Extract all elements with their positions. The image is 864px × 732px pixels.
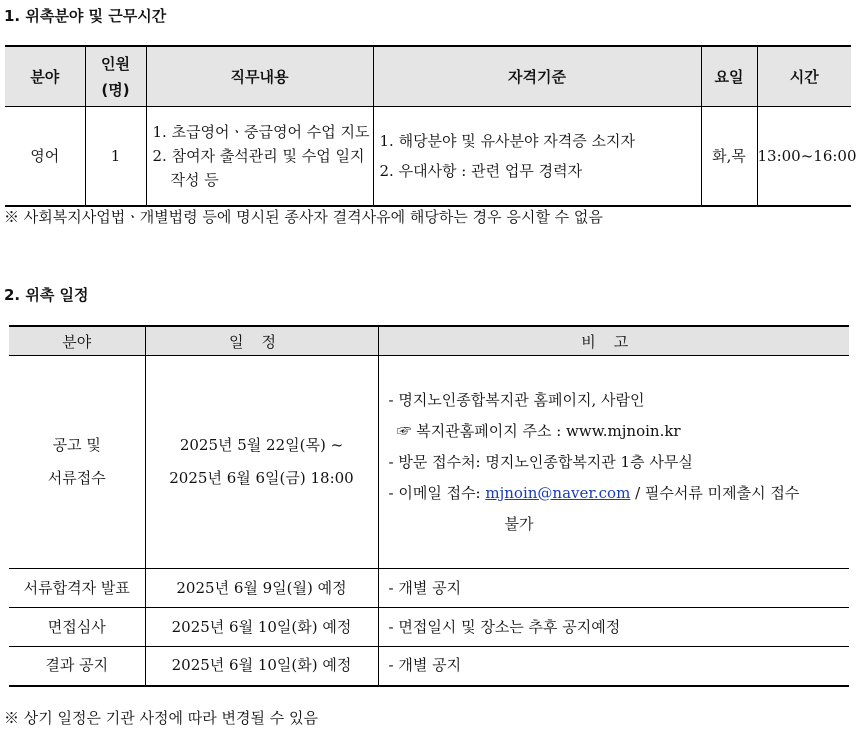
- cell-schedule: [145, 356, 378, 569]
- remark-email-suffix: / 필수서류 미제출시 접수: [630, 483, 800, 502]
- cell-field: [9, 356, 145, 569]
- remark-email-cont: 불가: [504, 514, 534, 533]
- table-row: [9, 356, 849, 569]
- section2-note: ※ 상기 일정은 기관 사정에 따라 변경될 수 있음: [4, 709, 318, 727]
- remark-homepage-url: ☞ 복지관홈페이지 주소 : www.mjnoin.kr: [396, 421, 681, 440]
- cell-field: 서류합격자 발표: [9, 569, 145, 608]
- header-count-line2: (명): [101, 80, 130, 99]
- cell-remarks: - 면접일시 및 장소는 추후 공지예정: [378, 608, 849, 647]
- duty-item-2: 2. 참여자 출석관리 및 수업 일지 작성 등: [152, 147, 365, 189]
- cell-schedule: 2025년 6월 10일(화) 예정: [145, 608, 378, 647]
- header-duties: 직무내용: [146, 46, 373, 107]
- cell-time: 13:00~16:00: [757, 107, 851, 207]
- field-line2: 서류접수: [47, 469, 106, 487]
- remark-email-prefix: - 이메일 접수:: [388, 483, 486, 502]
- cell-days: 화,목: [701, 107, 757, 207]
- table-row: [9, 647, 849, 686]
- schedule-table: [9, 325, 849, 687]
- cell-remarks: - 개별 공지: [378, 647, 849, 686]
- field-line1: 공고 및: [52, 436, 101, 454]
- cell-qualifications: [373, 107, 701, 207]
- table-row: [9, 569, 849, 608]
- qual-item-2: 2. 우대사항 : 관련 업무 경력자: [379, 162, 583, 180]
- table-row: [9, 608, 849, 647]
- header-time: 시간: [757, 46, 851, 107]
- email-link[interactable]: mjnoin@naver.com: [485, 483, 631, 502]
- remark-visit: - 방문 접수처: 명지노인종합복지관 1층 사무실: [388, 452, 693, 471]
- cell-schedule: 2025년 6월 10일(화) 예정: [145, 647, 378, 686]
- cell-duties: [146, 107, 373, 207]
- section2-heading: 2. 위촉 일정: [4, 286, 89, 304]
- schedule-line1: 2025년 5월 22일(목) ~: [179, 436, 344, 454]
- cell-field: 면접심사: [9, 608, 145, 647]
- qual-item-1: 1. 해당분야 및 유사분야 자격증 소지자: [379, 132, 636, 150]
- header-remarks: 비고: [378, 326, 849, 356]
- cell-field: 영어: [5, 107, 85, 207]
- header-count-line1: 인원: [101, 54, 130, 73]
- cell-remarks: [378, 356, 849, 569]
- section1-note: ※ 사회복지사업법ㆍ개별법령 등에 명시된 종사자 결격사유에 해당하는 경우 응시할 수 없음: [4, 208, 603, 226]
- table-row: [5, 107, 851, 207]
- header-count: [85, 46, 146, 107]
- remark-email: [389, 478, 850, 509]
- header-schedule: 일정: [145, 326, 378, 356]
- cell-field: 결과 공지: [9, 647, 145, 686]
- header-qualifications: 자격기준: [373, 46, 701, 107]
- duty-item-1: 1. 초급영어ㆍ중급영어 수업 지도: [152, 123, 370, 141]
- header-days: 요일: [701, 46, 757, 107]
- section1-heading: 1. 위촉분야 및 근무시간: [4, 7, 167, 25]
- cell-schedule: 2025년 6월 9일(월) 예정: [145, 569, 378, 608]
- remark-homepage: - 명지노인종합복지관 홈페이지, 사람인: [388, 390, 645, 409]
- position-table: [5, 45, 857, 207]
- position-table-header: [5, 46, 851, 107]
- header-field: 분야: [9, 326, 145, 356]
- cell-remarks: - 개별 공지: [378, 569, 849, 608]
- header-field: 분야: [5, 46, 85, 107]
- schedule-line2: 2025년 6월 6일(금) 18:00: [169, 469, 354, 487]
- cell-count: 1: [85, 107, 146, 207]
- schedule-table-header: [9, 326, 849, 356]
